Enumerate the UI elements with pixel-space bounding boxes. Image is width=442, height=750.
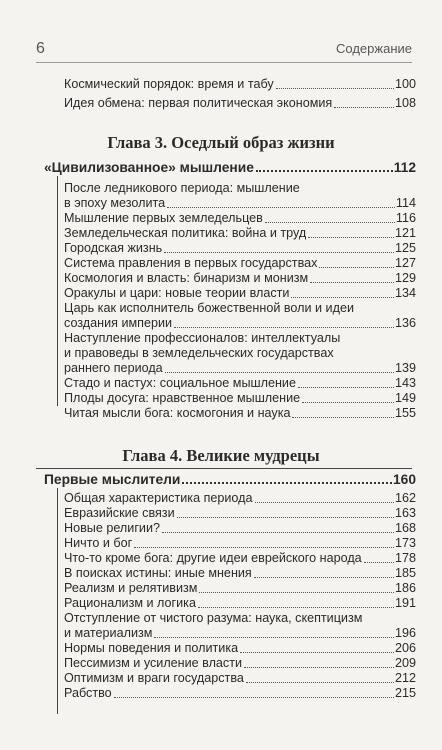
dot-leader <box>298 387 394 388</box>
dot-leader <box>302 402 394 403</box>
toc-entry-title: Читая мысли бога: космогония и наука <box>64 406 291 420</box>
toc-entry-title: Ничто и бог <box>64 536 133 550</box>
toc-entry-title: Оракулы и цари: новые теории власти <box>64 286 290 300</box>
toc-entry[interactable] <box>64 391 416 406</box>
toc-entry-line: После ледникового периода: мышление <box>64 181 300 195</box>
toc-entry-page: 206 <box>394 641 416 655</box>
toc-entry-page: 178 <box>394 551 416 565</box>
section-entry-title: Первые мыслители <box>44 472 181 487</box>
toc-entry[interactable] <box>64 256 416 271</box>
toc-entry-title: В поисках истины: иные мнения <box>64 566 252 580</box>
dot-leader <box>165 372 394 373</box>
section-bracket-line <box>57 176 58 406</box>
toc-entry[interactable] <box>64 286 416 301</box>
toc-entry-title: Идея обмена: первая политическая экономия <box>64 96 333 110</box>
toc-entry-title: Космический порядок: время и табу <box>64 77 274 91</box>
toc-entry-title: Оптимизм и враги государства <box>64 671 244 685</box>
dot-leader <box>164 252 394 253</box>
dot-leader <box>364 562 394 563</box>
toc-entry[interactable] <box>64 196 416 211</box>
toc-entry[interactable] <box>64 376 416 391</box>
toc-entry-title: Космология и власть: бинаризм и монизм <box>64 271 309 285</box>
toc-entry[interactable] <box>64 271 416 286</box>
toc-entry-page: 139 <box>394 361 416 375</box>
toc-entry-page: 114 <box>395 196 416 210</box>
toc-entry[interactable] <box>64 506 416 521</box>
toc-entry-page: 134 <box>394 286 416 300</box>
toc-entry[interactable] <box>64 406 416 421</box>
toc-entry[interactable] <box>64 671 416 686</box>
section-entry-page: 160 <box>392 472 416 487</box>
toc-entry-page: 212 <box>394 671 416 685</box>
dot-leader <box>162 532 394 533</box>
section-entry-title: «Цивилизованное» мышление <box>44 160 254 175</box>
toc-entry-title: Что-то кроме бога: другие идеи еврейского народа <box>64 551 362 565</box>
toc-entry-page: 185 <box>394 566 416 580</box>
dot-leader <box>174 327 394 328</box>
toc-entry[interactable] <box>64 491 416 506</box>
toc-entry-page: 127 <box>394 256 416 270</box>
toc-entry-title: Стадо и пастух: социальное мышление <box>64 376 296 390</box>
toc-entry-title: раннего периода <box>64 361 163 375</box>
section-bracket-line <box>57 488 58 714</box>
toc-entry[interactable] <box>64 96 416 111</box>
dot-leader <box>276 88 394 89</box>
toc-entry[interactable] <box>64 77 416 92</box>
dot-leader <box>240 652 394 653</box>
toc-entry-page: 100 <box>394 77 416 91</box>
toc-entry-page: 125 <box>394 241 416 255</box>
toc-entry-page: 173 <box>394 536 416 550</box>
toc-entry-title: Мышление первых земледельцев <box>64 211 263 225</box>
toc-entry[interactable] <box>64 536 416 551</box>
header-rule <box>36 62 412 63</box>
toc-entry[interactable] <box>64 596 416 611</box>
dot-leader <box>114 697 394 698</box>
toc-entry-title: Нормы поведения и политика <box>64 641 239 655</box>
toc-entry-title: в эпоху мезолита <box>64 196 166 210</box>
dot-leader <box>334 107 394 108</box>
toc-entry-page: 143 <box>394 376 416 390</box>
toc-entry[interactable] <box>64 361 416 376</box>
dot-leader <box>256 170 393 172</box>
dot-leader <box>319 267 394 268</box>
toc-entry[interactable] <box>64 211 416 226</box>
toc-entry[interactable] <box>64 241 416 256</box>
dot-leader <box>198 607 394 608</box>
running-title: Содержание <box>336 41 412 56</box>
toc-entry-title: и материализм <box>64 626 153 640</box>
toc-entry-title: Городская жизнь <box>64 241 163 255</box>
chapter-title: Глава 4. Великие мудрецы <box>122 446 320 465</box>
section-entry[interactable] <box>44 472 416 487</box>
toc-entry-title: Плоды досуга: нравственное мышление <box>64 391 301 405</box>
toc-entry-page: 162 <box>394 491 416 505</box>
toc-entry-line: и правоведы в земледельческих государствах <box>64 346 334 360</box>
toc-entry-line: Отступление от чистого разума: наука, скептицизм <box>64 611 363 625</box>
toc-entry-title: Новые религии? <box>64 521 160 535</box>
toc-entry[interactable] <box>64 566 416 581</box>
section-entry[interactable] <box>44 160 416 175</box>
toc-entry-page: 116 <box>395 211 416 225</box>
dot-leader <box>291 297 394 298</box>
toc-entry-line: Царь как исполнитель божественной воли и идеи <box>64 301 354 315</box>
toc-entry-page: 108 <box>394 96 416 110</box>
page-number: 6 <box>36 40 45 57</box>
toc-entry-title: Земледельческая политика: война и труд <box>64 226 307 240</box>
toc-entry[interactable] <box>64 656 416 671</box>
dot-leader <box>308 237 394 238</box>
toc-entry-page: 129 <box>394 271 416 285</box>
dot-leader <box>199 592 394 593</box>
toc-entry[interactable] <box>64 641 416 656</box>
toc-entry[interactable] <box>64 551 416 566</box>
toc-entry-line: Наступление профессионалов: интеллектуалы <box>64 331 341 345</box>
dot-leader <box>254 577 394 578</box>
chapter-title: Глава 3. Оседлый образ жизни <box>107 133 335 152</box>
toc-entry-page: 163 <box>394 506 416 520</box>
dot-leader <box>255 502 394 503</box>
toc-entry-page: 191 <box>394 596 416 610</box>
toc-entry-page: 196 <box>394 626 416 640</box>
toc-entry-page: 149 <box>394 391 416 405</box>
chapter-rule <box>36 468 412 469</box>
toc-entry-page: 186 <box>394 581 416 595</box>
running-header <box>36 40 412 58</box>
toc-entry-page: 121 <box>394 226 416 240</box>
toc-entry-title: Евразийские связи <box>64 506 175 520</box>
dot-leader <box>244 667 394 668</box>
toc-entry[interactable] <box>64 226 416 241</box>
toc-entry[interactable] <box>64 626 416 641</box>
toc-entry-title: Рабство <box>64 686 112 700</box>
toc-entry[interactable] <box>64 316 416 331</box>
toc-entry-title: создания империи <box>64 316 173 330</box>
toc-entry[interactable] <box>64 581 416 596</box>
section-entry-page: 112 <box>393 160 416 175</box>
dot-leader <box>182 482 392 484</box>
toc-entry-page: 155 <box>394 406 416 420</box>
dot-leader <box>134 547 394 548</box>
toc-entry[interactable] <box>64 686 416 701</box>
toc-entry-page: 215 <box>394 686 416 700</box>
toc-entry-title: Общая характеристика периода <box>64 491 253 505</box>
dot-leader <box>167 207 395 208</box>
dot-leader <box>265 222 395 223</box>
toc-entry-page: 136 <box>394 316 416 330</box>
dot-leader <box>292 417 394 418</box>
toc-entry-page: 209 <box>394 656 416 670</box>
toc-entry[interactable] <box>64 521 416 536</box>
dot-leader <box>310 282 394 283</box>
dot-leader <box>154 637 394 638</box>
toc-entry-title: Пессимизм и усиление власти <box>64 656 243 670</box>
toc-entry-title: Рационализм и логика <box>64 596 196 610</box>
dot-leader <box>246 682 394 683</box>
toc-entry-title: Система правления в первых государствах <box>64 256 318 270</box>
dot-leader <box>177 517 394 518</box>
toc-entry-title: Реализм и релятивизм <box>64 581 198 595</box>
toc-entry-page: 168 <box>394 521 416 535</box>
